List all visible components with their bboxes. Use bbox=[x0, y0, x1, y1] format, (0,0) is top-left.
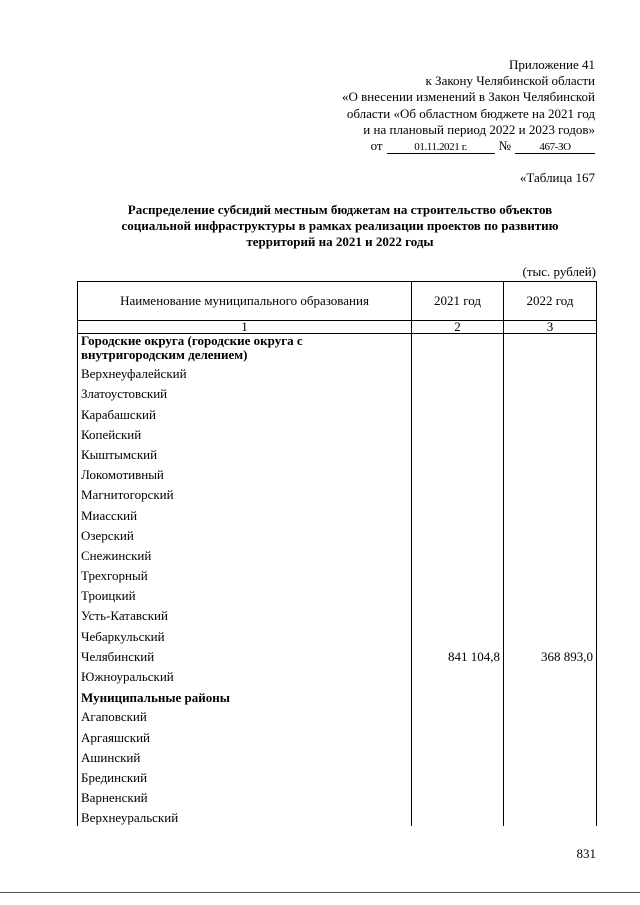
municipality-name: Трехгорный bbox=[78, 564, 412, 584]
value-2022 bbox=[504, 423, 597, 443]
municipality-name: Снежинский bbox=[78, 544, 412, 564]
municipality-name: Челябинский bbox=[78, 645, 412, 665]
value-2022 bbox=[504, 746, 597, 766]
group-header-row bbox=[78, 334, 597, 363]
table-row bbox=[78, 503, 597, 523]
value-2021 bbox=[412, 806, 504, 826]
group-title: Городские округа (городские округа с внутригородским делением) bbox=[78, 334, 412, 363]
municipality-name: Златоустовский bbox=[78, 382, 412, 402]
value-2021 bbox=[412, 402, 504, 422]
value-2021 bbox=[412, 382, 504, 402]
table-reference: «Таблица 167 bbox=[519, 170, 595, 185]
units-label: (тыс. рублей) bbox=[522, 264, 596, 279]
municipality-name: Локомотивный bbox=[78, 463, 412, 483]
table-row bbox=[78, 483, 597, 503]
header-2022: 2022 год bbox=[504, 282, 597, 321]
value-2021 bbox=[412, 604, 504, 624]
value-2021 bbox=[412, 463, 504, 483]
table-row bbox=[78, 766, 597, 786]
number-prefix: № bbox=[498, 138, 511, 154]
table-row bbox=[78, 645, 597, 665]
bottom-divider bbox=[0, 892, 640, 893]
value-2021 bbox=[412, 746, 504, 766]
municipality-name: Ашинский bbox=[78, 746, 412, 766]
value-2022 bbox=[504, 806, 597, 826]
municipality-name: Варненский bbox=[78, 786, 412, 806]
table-row bbox=[78, 402, 597, 422]
document-title bbox=[70, 202, 610, 250]
municipality-name: Кыштымский bbox=[78, 443, 412, 463]
value-2021 bbox=[412, 423, 504, 443]
law-date-number-line bbox=[275, 138, 595, 154]
municipality-name: Троицкий bbox=[78, 584, 412, 604]
value-2021 bbox=[412, 786, 504, 806]
value-2022 bbox=[504, 725, 597, 745]
table-row bbox=[78, 705, 597, 725]
table-row bbox=[78, 665, 597, 685]
value-2021 bbox=[412, 766, 504, 786]
value-2021 bbox=[412, 624, 504, 644]
column-index: 1 bbox=[78, 321, 412, 334]
value-2022 bbox=[504, 483, 597, 503]
value-2021 bbox=[412, 544, 504, 564]
municipality-name: Верхнеуральский bbox=[78, 806, 412, 826]
date-prefix: от bbox=[370, 138, 383, 154]
municipality-name: Аргаяшский bbox=[78, 725, 412, 745]
value-2022 bbox=[504, 624, 597, 644]
column-index-row bbox=[78, 321, 597, 334]
municipality-name: Верхнеуфалейский bbox=[78, 362, 412, 382]
value-2021 bbox=[412, 362, 504, 382]
table-row bbox=[78, 564, 597, 584]
appendix-block bbox=[275, 57, 595, 154]
table-row bbox=[78, 725, 597, 745]
table-row bbox=[78, 423, 597, 443]
title-line: социальной инфраструктуры в рамках реализации проектов по развитию bbox=[121, 218, 559, 233]
value-2022: 368 893,0 bbox=[504, 645, 597, 665]
municipality-name: Копейский bbox=[78, 423, 412, 443]
title-line: территорий на 2021 и 2022 годы bbox=[246, 234, 434, 249]
header-municipality: Наименование муниципального образования bbox=[78, 282, 412, 321]
value-2022 bbox=[504, 766, 597, 786]
appendix-line: «О внесении изменений в Закон Челябинской bbox=[341, 89, 595, 105]
municipality-name: Магнитогорский bbox=[78, 483, 412, 503]
group-header-row bbox=[78, 685, 597, 705]
value-2021 bbox=[412, 725, 504, 745]
value-2022 bbox=[504, 524, 597, 544]
value-2022 bbox=[504, 564, 597, 584]
title-line: Распределение субсидий местным бюджетам на строительство объектов bbox=[127, 202, 553, 217]
value-2021: 841 104,8 bbox=[412, 645, 504, 665]
law-date: 01.11.2021 г. bbox=[387, 141, 495, 154]
table-row bbox=[78, 746, 597, 766]
value-2022 bbox=[504, 604, 597, 624]
table-row bbox=[78, 544, 597, 564]
table-row bbox=[78, 584, 597, 604]
municipality-name: Чебаркульский bbox=[78, 624, 412, 644]
municipality-name: Брединский bbox=[78, 766, 412, 786]
cell-2022 bbox=[504, 685, 597, 705]
table-row bbox=[78, 443, 597, 463]
municipality-name: Южноуральский bbox=[78, 665, 412, 685]
value-2021 bbox=[412, 503, 504, 523]
table-row bbox=[78, 463, 597, 483]
cell-2021 bbox=[412, 685, 504, 705]
table-row bbox=[78, 604, 597, 624]
header-2021: 2021 год bbox=[412, 282, 504, 321]
group-title: Муниципальные районы bbox=[78, 685, 412, 705]
value-2021 bbox=[412, 524, 504, 544]
table-row bbox=[78, 786, 597, 806]
table-row bbox=[78, 624, 597, 644]
table-row bbox=[78, 524, 597, 544]
column-index: 2 bbox=[412, 321, 504, 334]
subsidy-distribution-table bbox=[77, 281, 597, 826]
municipality-name: Миасский bbox=[78, 503, 412, 523]
table-row bbox=[78, 382, 597, 402]
table-header-row bbox=[78, 282, 597, 321]
value-2021 bbox=[412, 483, 504, 503]
value-2021 bbox=[412, 564, 504, 584]
value-2022 bbox=[504, 544, 597, 564]
column-index: 3 bbox=[504, 321, 597, 334]
value-2021 bbox=[412, 443, 504, 463]
appendix-line: и на плановый период 2022 и 2023 годов» bbox=[363, 121, 595, 137]
table-row bbox=[78, 806, 597, 826]
appendix-line: области «Об областном бюджете на 2021 год bbox=[346, 105, 595, 121]
cell-2022 bbox=[504, 334, 597, 363]
value-2021 bbox=[412, 584, 504, 604]
page-number: 831 bbox=[576, 846, 596, 861]
cell-2021 bbox=[412, 334, 504, 363]
value-2022 bbox=[504, 584, 597, 604]
value-2022 bbox=[504, 705, 597, 725]
value-2022 bbox=[504, 786, 597, 806]
value-2021 bbox=[412, 705, 504, 725]
appendix-line: к Закону Челябинской области bbox=[425, 73, 595, 89]
value-2022 bbox=[504, 362, 597, 382]
table-row bbox=[78, 362, 597, 382]
law-number: 467-ЗО bbox=[515, 141, 595, 154]
value-2022 bbox=[504, 402, 597, 422]
municipality-name: Агаповский bbox=[78, 705, 412, 725]
value-2022 bbox=[504, 463, 597, 483]
municipality-name: Карабашский bbox=[78, 402, 412, 422]
value-2022 bbox=[504, 503, 597, 523]
value-2022 bbox=[504, 443, 597, 463]
municipality-name: Озерский bbox=[78, 524, 412, 544]
value-2022 bbox=[504, 665, 597, 685]
value-2021 bbox=[412, 665, 504, 685]
value-2022 bbox=[504, 382, 597, 402]
appendix-line: Приложение 41 bbox=[508, 57, 595, 72]
municipality-name: Усть-Катавский bbox=[78, 604, 412, 624]
